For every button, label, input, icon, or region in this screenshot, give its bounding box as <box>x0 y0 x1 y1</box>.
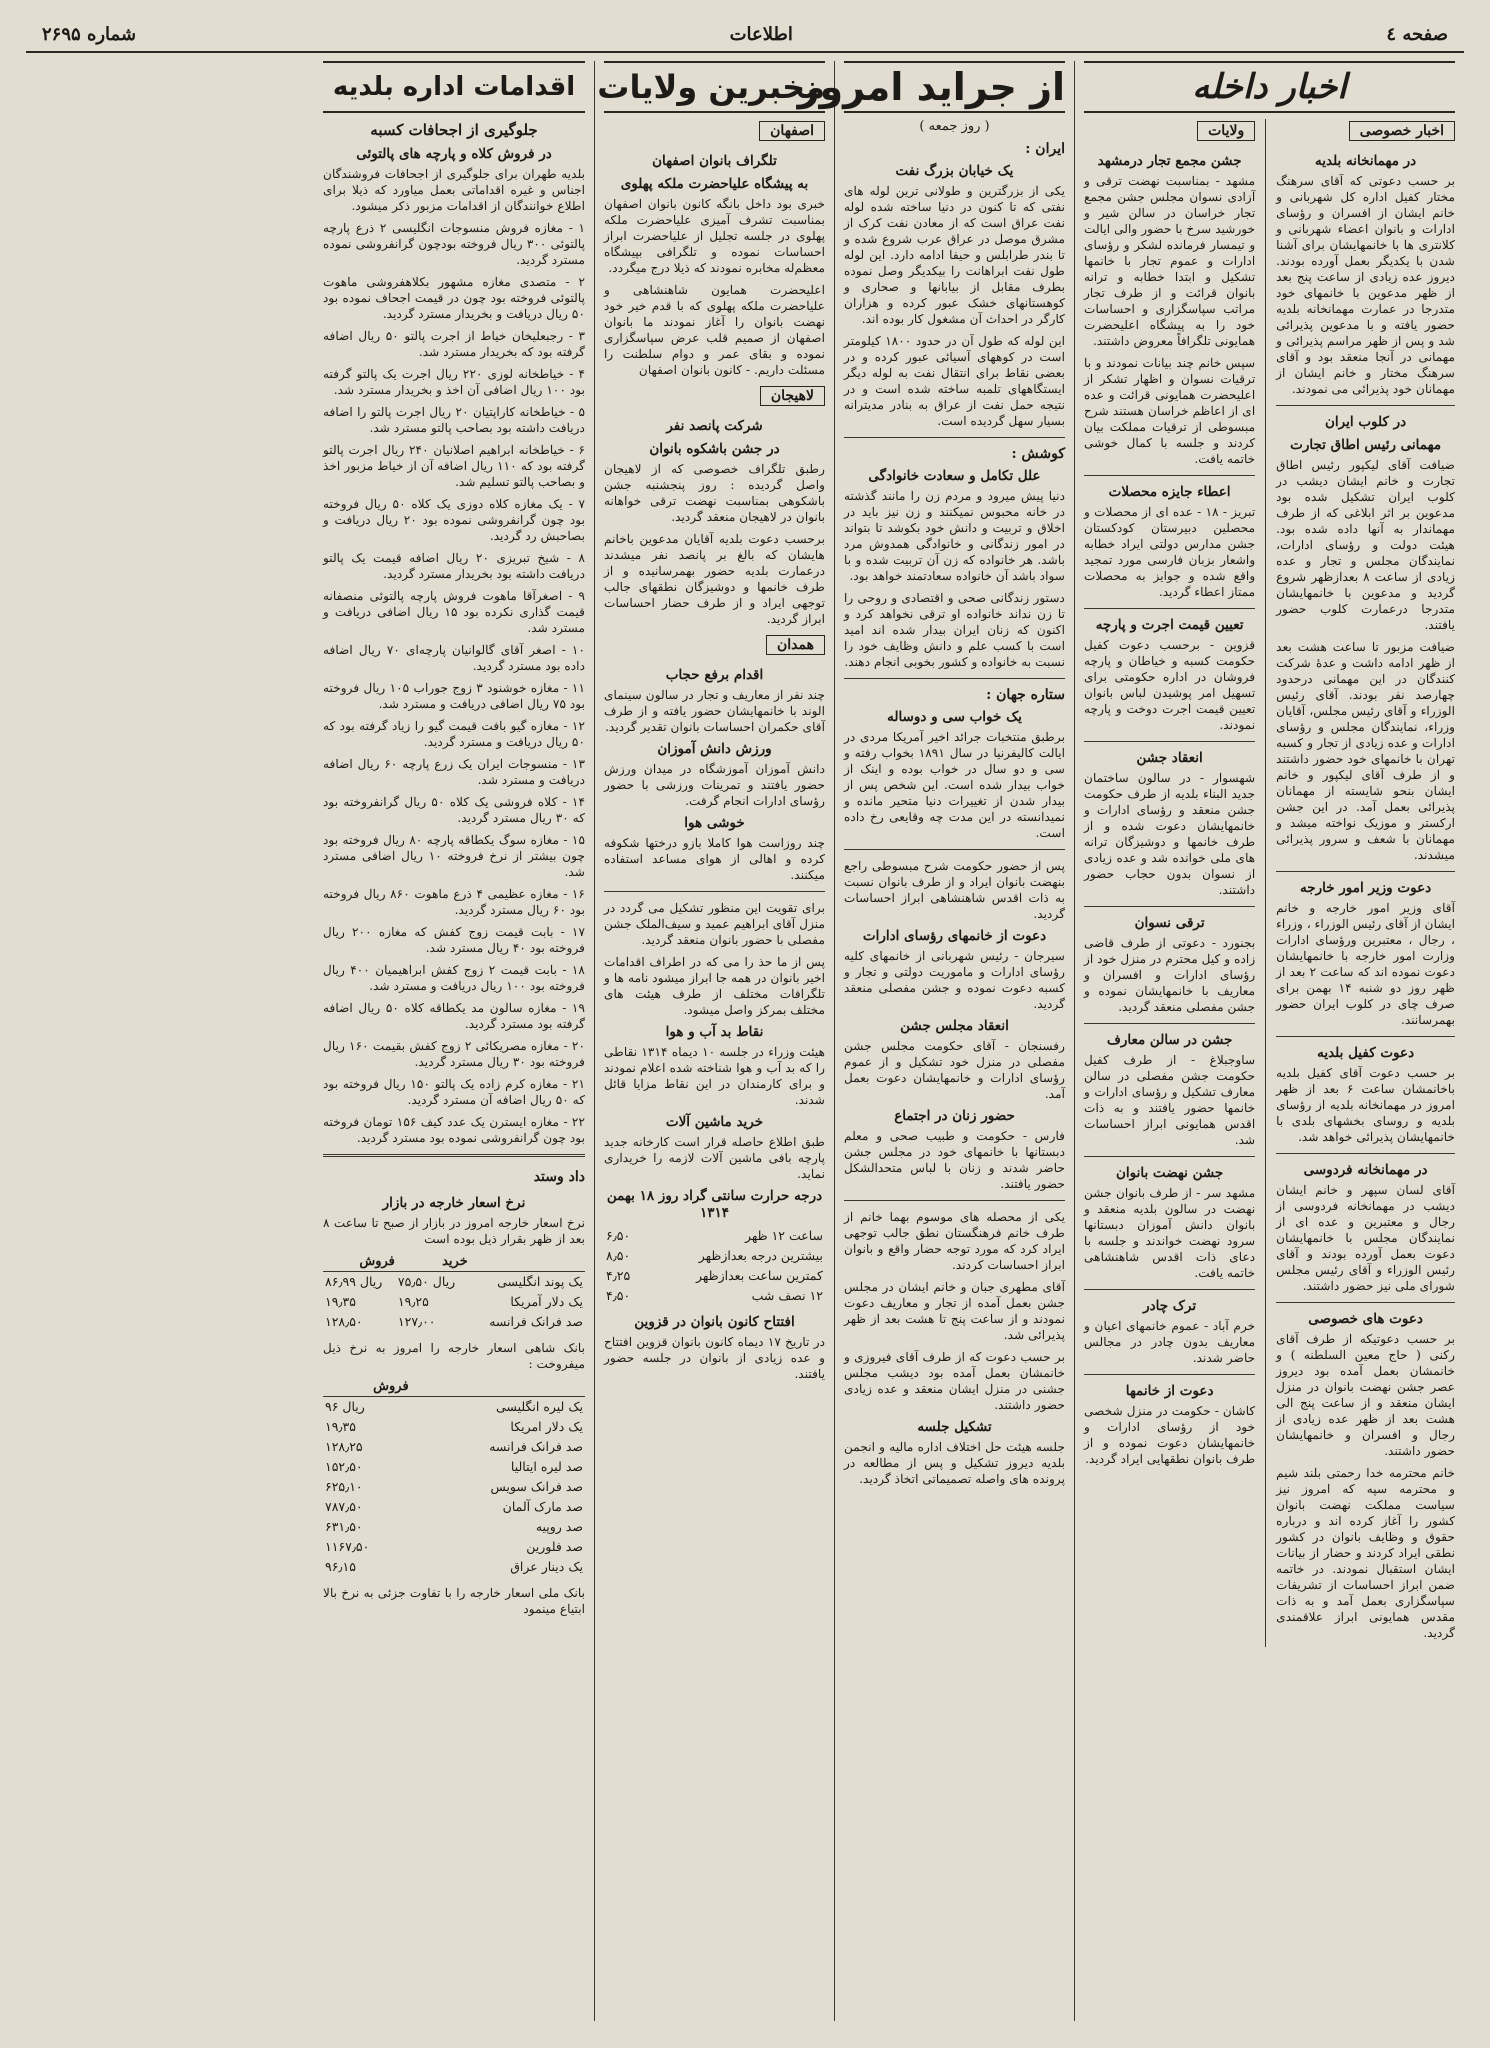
provinces-head: ولایات <box>1197 121 1255 141</box>
municipal-item: ۸ - شیخ تبریزی ۲۰ ریال اضافه قیمت یک پالتو دریافت داشته بود بخریدار مسترد گردید. <box>323 551 586 581</box>
temperature-value: ۶٫۵۰ <box>606 1228 631 1243</box>
rate-name: صد فرانک فرانسه <box>489 1314 583 1329</box>
article-title: دعوت کفیل بلدیه <box>1317 1045 1415 1061</box>
article-body: طبق اطلاع حاصله قرار است کارخانه جدید پارچه بافی ماشین آلات لازمه را خریداری نماید. <box>604 1135 825 1181</box>
temperature-row <box>604 1266 825 1286</box>
bank-rate-row <box>323 1477 585 1497</box>
municipal-item: ۱۹ - مغازه سالون مد یکطاقه کلاه ۵۰ ریال اضافه گرفته بود مسترد گردید. <box>323 1001 586 1031</box>
rate-row <box>323 1292 585 1312</box>
rates-intro: نرخ اسعار خارجه امروز در بازار از صبح تا ساعت ۸ بعد از ظهر بقرار ذیل بوده است <box>323 1216 585 1246</box>
article-title: علل تکامل و سعادت خانوادگی <box>868 468 1041 484</box>
municipal-subtitle: در فروش کلاه و پارچه های پالتوئی <box>356 146 552 162</box>
article-body: بر حسب دعوت که از طرف آقای فیروزی و خانمشان بعمل آمده بود دیشب مجلس جشنی در منزل ایشان منعقد و عده زیادی حضور داشتند. <box>844 1350 1065 1412</box>
municipal-items <box>323 220 585 1146</box>
article-body: یکی از محصله های موسوم بهما خانم از طرف خانم فرهنگستان نطق جالب توجهی ایراد کرد که مورد توجه حضار واقع و بانوان ابراز احساسات کردند. <box>844 1210 1065 1272</box>
article-body: ساوجبلاغ - از طرف کفیل حکومت جشن مفصلی در سالن معارف تشکیل و رؤسای ادارات و خانمها حضور یافتند و به ذات اقدس همایونی ابراز احساسات شد. <box>1084 1053 1256 1147</box>
divider <box>1276 1036 1455 1037</box>
bank-note: بانک شاهی اسعار خارجه را امروز به نرخ ذیل میفروخت : <box>323 1341 585 1371</box>
article-title: خوشی هوا <box>684 815 745 831</box>
article-body: چند روزاست هوا کاملا بازو درختها شکوفه کرده و اهالی از هوای مساعد استفاده میکنند. <box>604 836 825 882</box>
article-title: دعوت از خانمهای رؤسای ادارات <box>862 928 1047 944</box>
municipal-item: ۱۸ - بابت قیمت ۲ زوج کفش ابراهیمیان ۴۰۰ ریال فروخته بود ۱۰۰ ریال دریافت و مسترد شد. <box>323 963 585 993</box>
divider <box>844 437 1065 438</box>
masthead <box>26 18 1464 53</box>
article-title: تلگراف بانوان اصفهان <box>652 153 777 169</box>
bank-rates-col-name <box>410 1378 585 1397</box>
temperature-value: ۴٫۵۰ <box>606 1288 631 1303</box>
divider <box>323 1154 585 1157</box>
temperature-label: کمترین ساعت بعدازظهر <box>696 1268 823 1283</box>
rate-sell: ۸۶٫۹۹ ریال <box>325 1274 383 1289</box>
temperature-title: درجه حرارت سانتی گراد روز ۱۸ بهمن ۱۳۱۴ <box>606 1188 823 1221</box>
article-body: آقای لسان سپهر و خانم ایشان دیشب در مهمانخانه فردوسی از رجال و معتبرین و عده ای از نمایندگان مجلس با خانمهایشان دعوت بعمل آورده بودند و آقای رئیس الوزراء و آقای رئیس مجلس شورای ملی نیز حضور داشتند. <box>1276 1183 1455 1293</box>
rate-row <box>323 1312 585 1332</box>
divider <box>1084 1374 1255 1375</box>
temperature-table <box>604 1226 825 1306</box>
divider <box>604 891 825 892</box>
municipal-item: ۳ - رجبعلیخان خیاط از اجرت پالتو ۵۰ ریال اضافه گرفته بود که بخریدار مسترد شد. <box>323 329 585 359</box>
columns <box>26 61 1464 2021</box>
provinces-news <box>1084 119 1255 1647</box>
rate-buy: ۱۲۷٫۰۰ <box>397 1314 436 1329</box>
article-title: شرکت پانصد نفر <box>666 418 763 434</box>
rates-section-head: داد وستد <box>533 1169 585 1185</box>
bank-rate-value: ۱۹٫۳۵ <box>325 1419 356 1434</box>
divider <box>844 849 1065 850</box>
municipal-item: ۲۱ - مغازه کرم زاده یک پالتو ۱۵۰ ریال فروخته بود که ۵۰ ریال اضافه آن مسترد گردید. <box>323 1077 585 1107</box>
article-subtitle: مهمانی رئیس اطاق تجارت <box>1290 437 1442 453</box>
article-body: رطبق تلگراف خصوصی که از لاهیجان واصل گردیده : روز پنجشنبه جشن باشکوهی بمناسبت نهضت ترقی خواهانه بانوان در لاهیجان منعقد گردید. <box>604 462 825 524</box>
bank-rate-row <box>323 1457 585 1477</box>
article-title: در مهمانخانه بلدیه <box>1314 153 1417 169</box>
bank-rate-name: صد مارک آلمان <box>502 1499 583 1514</box>
source-head: ستاره جهان : <box>986 687 1065 703</box>
article-body: فارس - حکومت و طبیب صحی و معلم دبستانها با خانمهای خود در مجلس جشن حاضر شدند و زنان با لباس متحدالشکل حضور یافتند. <box>844 1129 1065 1191</box>
article-body: برای تقویت این منظور تشکیل می گردد در منزل آقای ابراهیم عمید و سیف‌الملک جشن مفصلی با حضور بانوان منعقد گردید. <box>604 901 825 947</box>
municipal-item: ۱۰ - اصغر آقای گالوانیان پارچه‌ای ۷۰ ریال اضافه داده بود مسترد گردید. <box>323 643 586 673</box>
article-body: در تاریخ ۱۷ دیماه کانون بانوان قزوین افتتاح و عده زیادی از بانوان در جلسه حضور یافتند. <box>604 1335 826 1381</box>
page-number: صفحه ٤ <box>1386 24 1448 45</box>
article-body: تبریز - ۱۸ - عده ای از محصلات و محصلین دبیرستان کودکستان جشن مدارس دولتی ایراد خطابه واشعار بزبان فارسی مورد تمجید واقع شده و جوایز به محصلات ممتاز اعطاء گردید. <box>1084 505 1256 599</box>
article-body: ضیافت مزبور تا ساعت هشت بعد از ظهر ادامه داشت و عدهٔ شرکت کنندگان در این مهمانی درحدود چهارصد نفر بودند. آقای رئیس الوزراء و آقای رئیس مجلس، آقایان وزراء، نمایندگان مجلس و رؤسای ادارات و عده زیادی از تجار و کسبه تهران با خانمهای خود حضور داشتند و از طرف آقای لیکپور و خانم ایشان بنحو شایسته از مهمانان پذیرائی بعمل آمد. در این جشن ارکستر و موزیک نواخته میشد و مهمانان با شعف و سرور پذیرائی میشدند. <box>1276 640 1455 862</box>
press-review-subtitle: ( روز جمعه ) <box>919 119 990 134</box>
divider <box>844 1200 1065 1201</box>
place-head: لاهیجان <box>760 386 825 406</box>
article-body: هیئت وزراء در جلسه ۱۰ دیماه ۱۳۱۴ نقاطی را که بد آب و هوا شناخته شده اعلام نمودند و برای کارمندان در این نقاط مزایا قائل شدند. <box>604 1045 825 1107</box>
article-body: اعلیحضرت همایون شاهنشاهی و علیاحضرت ملکه پهلوی که با قدم خیر خود نهضت بانوان را آغاز نمودند ما بانوان اصفهان از صمیم قلب عرض سپاسگزاری نموده و بقای عمر و دوام سلطنت را مسئلت داریم. - کانون بانوان اصفهان <box>604 283 825 377</box>
temperature-row <box>604 1226 825 1246</box>
municipal-item: ۱۶ - مغازه عظیمی ۴ ذرع ماهوت ۸۶۰ ریال فروخته بود ۶۰ ریال مسترد گردید. <box>323 887 585 917</box>
press-review-column <box>797 61 1074 2021</box>
municipal-item: ۶ - خیاطخانه ابراهیم اصلانیان ۲۴۰ ریال اجرت پالتو گرفته بود که ۱۱۰ ریال اضافه آن از خیاط مزبور اخذ و بصاحب پالتو تسلیم شد. <box>323 443 585 489</box>
bank-rate-row <box>323 1557 585 1577</box>
municipal-item: ۲۰ - مغازه مصریکائی ۲ زوج کفش بقیمت ۱۶۰ ریال فروخته بود ۳۰ ریال مسترد گردید. <box>323 1039 585 1069</box>
article-body: بر حسب دعوتی که آقای سرهنگ مختار کفیل اداره کل شهربانی و خانم ایشان از افسران و رؤسای ادارات و بانوان اعضاء شهربانی و کلانتری ها با خانمهایشان برای آشنا شدن با یکدیگر بعمل آورده بودند. دیروز عده زیادی از ساعت پنج بعد از ظهر مدعوین با خانمهای خود متدرجا در عمارت مهمانخانه بلدیه حضور یافته و با مدعوین پذیرائی شد و پس از ظهر مراسم پذیرائی و مهمانی در آنجا منعقد بود و آقای سرهنگ مختار و خانم ایشان از مهمانان خود پذیرائی می نمودند. <box>1276 174 1455 396</box>
bank-rate-name: صد فرانک فرانسه <box>489 1439 583 1454</box>
bank-rate-value: ۹۶ ریال <box>325 1399 365 1414</box>
article-body: پس از ما حذ را می که در اطراف اقدامات اخیر بانوان در همه جا ابراز میشود نامه ها و تلگرافات مختلف از طرف هیئت های مختلف بمرکز واصل میشود. <box>604 955 825 1017</box>
bank-rate-value: ۱۵۲٫۵۰ <box>325 1459 363 1474</box>
article-body: خرم آباد - عموم خانمهای اعیان و معاریف بدون چادر در مجالس حاضر شدند. <box>1084 1319 1256 1365</box>
divider <box>1084 475 1255 476</box>
municipal-item: ۲ - متصدی مغازه مشهور بکلاهفروشی ماهوت پالتوئی فروخته بود چون در قیمت اجحاف نموده بود ۵۰ ریال دریافت و بخریدار مسترد گردید. <box>323 275 585 321</box>
divider <box>1084 1156 1255 1157</box>
article-title: تعیین قیمت اجرت و پارچه <box>1095 617 1244 633</box>
inner-divider <box>1265 119 1266 1647</box>
rates-title: نرخ اسعار خارجه در بازار <box>382 1195 526 1211</box>
bank-rate-name: صد لیره ایتالیا <box>510 1459 583 1474</box>
municipal-item: ۱۷ - بابت قیمت زوج کفش که مغازه ۲۰۰ ریال فروخته بود ۴۰ ریال مسترد شد. <box>323 925 585 955</box>
bank-rate-row <box>323 1417 585 1437</box>
private-news-head: اخبار خصوصی <box>1349 121 1455 141</box>
article-body: کاشان - حکومت در منزل شخصی خود از رؤسای ادارات و خانمهایشان دعوت نموده و از طرف بانوان نطقهایی ایراد گردید. <box>1084 1404 1256 1466</box>
article-title: ترقی نسوان <box>1134 915 1205 931</box>
bank-rate-value: ۹۶٫۱۵ <box>325 1559 356 1574</box>
article-title: حضور زنان در اجتماع <box>894 1108 1015 1124</box>
article-body: آقای وزیر امور خارجه و خانم ایشان از آقای رئیس الوزراء ، وزراء ، رجال ، معتبرین ورؤسای ادارات وزارت امور خارجه با خانمهایشان دعوت نموده اند که ساعت ۲ بعد از ظهر روز دو شنبه ۱۴ بهمن برای صرف چای در کلوب ایران حضور بهمرسانند. <box>1276 901 1456 1027</box>
article-title: جشن نهضت بانوان <box>1115 1165 1224 1181</box>
rates-col-buy: خرید <box>396 1253 469 1272</box>
bank-rates-table <box>323 1378 585 1577</box>
temperature-value: ۸٫۵۰ <box>606 1248 631 1263</box>
divider <box>1084 741 1255 742</box>
rate-row <box>323 1272 585 1293</box>
bank-rate-value: ۱۲۸٫۲۵ <box>325 1439 363 1454</box>
source-head: کوشش : <box>1011 446 1065 462</box>
bank-rates-col-sell: فروش <box>323 1378 410 1397</box>
private-news <box>1276 119 1455 1647</box>
municipal-item: ۱۲ - مغازه گیو بافت قیمت گیو را زیاد گرفته بود که ۵۰ ریال دریافت و مسترد گردید. <box>323 719 585 749</box>
divider <box>844 678 1065 679</box>
bank-rate-name: یک دینار عراق <box>510 1559 583 1574</box>
article-body: چند نفر از معاریف و تجار در سالون سینمای الوند با خانمهایشان حضور یافته و از طرف آقای حکمران احساسات بانوان تقدیر گردید. <box>604 688 825 734</box>
article-body: دستور زندگانی صحی و اقتصادی و روحی را تا زن نداند خانواده او ترقی نخواهد کرد و اکنون که زنان ایران بیدار شده اند امید است با کسب علم و دانش وظایف خود را نسبت به خانواده و کشور بخوبی انجام دهند. <box>844 591 1065 669</box>
municipal-item: ۱۴ - کلاه فروشی یک کلاه ۵۰ ریال گرانفروخته بود که ۳۰ ریال مسترد گردید. <box>323 795 585 825</box>
bank-rate-name: صد روپیه <box>535 1519 583 1534</box>
article-subtitle: در جشن باشکوه بانوان <box>649 441 780 457</box>
rate-buy: ۷۵٫۵۰ ریال <box>397 1274 456 1289</box>
municipal-item: ۱۱ - مغازه خوشنود ۳ زوج جوراب ۱۰۵ ریال فروخته بود ۷۵ ریال اضافی دریافت و مسترد شد. <box>323 681 586 711</box>
temperature-value: ۴٫۲۵ <box>606 1268 631 1283</box>
correspondents-column <box>594 61 834 2021</box>
rates-col-sell: فروش <box>323 1253 396 1272</box>
article-body: جلسه هیئت حل اختلاف اداره مالیه و انجمن بلدیه دیروز تشکیل و پس از مطالعه در پرونده های واصله تصمیماتی اتخاذ گردید. <box>844 1440 1065 1486</box>
article-body: سیرجان - رئیس شهربانی از خانمهای کلیه رؤسای ادارات و ماموریت دولتی و تجار و کسبه دعوت نموده و جشن مفصلی منعقد گردید. <box>844 949 1065 1011</box>
place-head: همدان <box>766 635 825 655</box>
temperature-row <box>604 1286 825 1306</box>
article-title: دعوت وزیر امور خارجه <box>1300 880 1432 896</box>
divider <box>1084 1023 1255 1024</box>
municipal-item: ۷ - یک مغازه کلاه دوزی یک کلاه ۵۰ ریال فروخته بود چون گرانفروشی نموده بود ۲۰ ریال دریافت و بصاحبش رد گردید. <box>323 497 585 543</box>
divider <box>1276 1302 1455 1303</box>
temperature-label: بیشترین درجه بعدازظهر <box>698 1248 823 1263</box>
municipal-item: ۱ - مغازه فروش منسوجات انگلیسی ۲ ذرع پارچه پالتوئی ۳۰۰ ریال فروخته بودچون گرانفروشی نموده مسترد گردید. <box>323 221 585 267</box>
article-body: این لوله که طول آن در حدود ۱۸۰۰ کیلومتر است در کوههای آسیائی عبور کرده و در بعضی نقاط برای انتقال نفت به لوله دیگر ایستگاههای تلمبه ساخته شده است و در نتیجه حمل نفت از عراق به بنادر مدیترانه بسیار سهل گردیده است. <box>844 334 1065 428</box>
rate-sell: ۱۲۸٫۵۰ <box>325 1314 363 1329</box>
article-body: رفسنجان - آقای حکومت مجلس جشن مفصلی در منزل خود تشکیل و از عموم رؤسای ادارات و خانمهایشان دعوت بعمل آمد. <box>844 1039 1065 1101</box>
temperature-label: ساعت ۱۲ ظهر <box>744 1228 823 1243</box>
article-body: برحسب دعوت بلدیه آقایان مدعوین باخانم هایشان که بالغ بر پانصد نفر میشدند درعمارت بلدیه حضور بهمرسانیده و از طرف خانمها و دوشیزگان نطقهای جالب توجهی ایراد و از طرف حضار احساسات ابراز گردید. <box>604 532 825 626</box>
bank-rate-name: یک دلار امریکا <box>510 1419 583 1434</box>
municipal-column <box>314 61 594 2021</box>
bank-rate-row <box>323 1437 585 1457</box>
article-body: خبری بود داخل بانگه کانون بانوان اصفهان بمناسبت تشرف آمیزی علیاحضرت ملکه پهلوی در جلسه تجلیل از علیاحضرت ابراز احساسات نموده و تلگرافی بپیشگاه معظم‌له مخابره نمودند که ذیلا درج میگردد. <box>604 197 825 275</box>
article-body: مشهد - بمناسبت نهضت ترقی و آزادی نسوان مجلس جشن مجمع تجار خراسان در سالن شیر و خورشید سرخ با حضور والی ایالت و تیمسار فرمانده لشکر و رؤسای ادارات و عموم تجار با خانمها تشکیل و ابتدا خطابه و ترانه بانوان قرائت و از طرف تجار مراتب سپاسگزاری و احساسات خود را به پیشگاه اعلیحضرت همایونی تلگرافاً معروض داشتند. <box>1084 174 1256 348</box>
municipal-intro: بلدیه طهران برای جلوگیری از اجحافات فروشندگان اجناس و غیره اقداماتی بعمل میاورد که ذیلا برای اطلاع خوانندگان از اقدامات مزبور ذکر میشود. <box>323 167 585 213</box>
article-body: دانش آموزان آموزشگاه در میدان ورزش حضور یافتند و تمرینات ورزشی با حضور رؤسای ادارات انجام گرفت. <box>604 762 825 808</box>
article-title: تشکیل جلسه <box>917 1419 992 1435</box>
divider <box>1084 608 1255 609</box>
bank-rate-row <box>323 1537 585 1557</box>
divider <box>1276 1153 1455 1154</box>
bank-rate-value: ۱۱۶۷٫۵۰ <box>325 1539 370 1554</box>
article-title: اعطاء جایزه محصلات <box>1108 484 1231 500</box>
municipal-item: ۲۲ - مغازه ایسترن یک عدد کیف ۱۵۶ تومان فروخته بود چون گرانفروشی نموده بود مسترد گردید. <box>323 1115 586 1145</box>
domestic-news-split <box>1084 119 1455 1647</box>
article-body: دنیا پیش میرود و مردم زن را مانند گذشته در خانه محبوس نمیکنند و زن نیز باید در اخلاق و تربیت و دانش خود بکوشد تا بتواند در امور زندگانی و خانوادگی همدوش مرد باشد. هر خانواده که زن آن تربیت شده و با سواد باشد آن خانواده سعادتمند خواهد بود. <box>844 489 1065 583</box>
article-body: سپس خانم چند بیانات نمودند و با ترقیات نسوان و اظهار تشکر از اعلیحضرت همایونی قرائت و عده ای از اعاظم خراسان هستند شرح مبسوطی از ترقیات مملکت بیان کردند و جلسه با کمال خوشی خاتمه یافت. <box>1084 356 1256 466</box>
bank-rate-row <box>323 1397 585 1418</box>
bank-rate-value: ۷۸۷٫۵۰ <box>325 1499 363 1514</box>
article-title: افتتاح کانون بانوان در قزوین <box>634 1314 795 1330</box>
domestic-news-column <box>1074 61 1464 2021</box>
temperature-row <box>604 1246 825 1266</box>
article-body: خانم محترمه خدا رحمتی بلند شیم و محترمه سپه که امروز نیز سیاست مملکت نهضت بانوان کشور را آغاز کرده اند و درباره حقوق و وظایف بانوان در کشور نطقی ایراد کردند و حضار از بیانات ایشان استقبال نمودند. در خاتمه ضمن ابراز احساسات از تشریفات سپاسگزاری بعمل آمد و به ذات مقدس همایونی ابراز علاقمندی گردید. <box>1276 1466 1455 1640</box>
divider <box>1084 1289 1255 1290</box>
bank-rate-name: صد فلورین <box>526 1539 583 1554</box>
article-title: جشن مجمع تجار درمشهد <box>1097 153 1242 169</box>
place-head: اصفهان <box>759 121 825 141</box>
bank-rate-name: یک لیره انگلیسی <box>496 1399 583 1414</box>
municipal-item: ۵ - خیاطخانه کاراپتیان ۲۰ ریال اجرت پالتو را اضافه دریافت داشته بود بصاحب پالتو مسترد شد. <box>323 405 585 435</box>
divider <box>1084 906 1255 907</box>
article-title: خرید ماشین آلات <box>665 1114 764 1130</box>
rates-section-row <box>323 1165 585 1189</box>
correspondents-banner: مخبرین ولایات <box>604 61 825 113</box>
article-body: آقای مطهری جبان و خانم ایشان در مجلس جشن بعمل آمده از تجار و معاریف دعوت نمودند و از ساعت پنج تا هشت بعد از ظهر پذیرائی شد. <box>844 1280 1065 1342</box>
rates-col-name <box>469 1253 585 1272</box>
press-review-banner: از جراید امروز <box>844 61 1065 113</box>
bank-rate-value: ۶۲۵٫۱۰ <box>325 1479 363 1494</box>
bank-rate-name: صد فرانک سویس <box>490 1479 583 1494</box>
divider <box>1276 871 1455 872</box>
rate-sell: ۱۹٫۳۵ <box>325 1294 356 1309</box>
article-title: اقدام برفع حجاب <box>665 667 764 683</box>
paper-name: اطلاعات <box>729 24 793 45</box>
rates-table <box>323 1253 585 1332</box>
rate-buy: ۱۹٫۲۵ <box>397 1294 429 1309</box>
municipal-item: ۹ - اصغرآقا ماهوت فروش پارچه پالتوئی منصفانه قیمت گذاری نکرده بود ۱۵ ریال اضافی دریافت و مسترد شد. <box>323 589 585 635</box>
bank-rate-row <box>323 1517 585 1537</box>
article-title: جشن در سالن معارف <box>1106 1032 1233 1048</box>
article-title: نقاط بد آب و هوا <box>665 1024 764 1040</box>
municipal-item: ۱۵ - مغازه سوگ یکطاقه پارچه ۸۰ ریال فروخته بود چون بیشتر از نرخ فروخته ۱۰ ریال اضافی مسترد شد. <box>323 833 585 879</box>
article-title: انعقاد جشن <box>1136 750 1203 766</box>
article-body: پس از حضور حکومت شرح مبسوطی راجع بنهضت بانوان ایراد و از طرف بانوان نسبت به ذات اقدس شاهنشاهی ابراز احساسات گردید. <box>844 859 1065 921</box>
article-body: یکی از بزرگترین و طولانی ترین لوله های نفتی که تا کنون در دنیا ساخته شده لوله نفت عراق است که از معادن نفت کرک از مشرق موصل در عراق عرب شروع شده و تا بندر طرابلس و حیفا ادامه دارد. این لوله طول نفت ابراهانت را بیکدیگر وصل نموده بطرف مقابل از بیابانها و صحاری و کوهستانهای خشک عبور کرده و هزاران کارگر در احداث آن مشغول کار بوده اند. <box>844 184 1065 326</box>
article-body: قزوین - برحسب دعوت کفیل حکومت کسبه و خیاطان و پارچه فروشان در اداره حکومتی برای تسهیل امر پوشیدن لباس بانوان تعیین قیمت اجرت دوخت و پارچه نمودند. <box>1084 638 1256 732</box>
article-body: مشهد سر - از طرف بانوان جشن نهضت در سالون بلدیه منعقد و بانوان دانش آموزان دبستانها سرود نهضت خواندند و جلسه با دعای ذات اقدس شاهنشاهی خاتمه یافت. <box>1084 1186 1256 1280</box>
bank-rate-value: ۶۳۱٫۵۰ <box>325 1519 363 1534</box>
article-title: انعقاد مجلس جشن <box>900 1018 1009 1034</box>
article-subtitle: به پیشگاه علیاحضرت ملکه پهلوی <box>620 176 809 192</box>
rate-name: یک پوند انگلیسی <box>497 1274 583 1289</box>
article-body: بر حسب دعوتیکه از طرف آقای رکنی ( حاج معین السلطنه ) و خانمشان بعمل آمده بود دیروز عصر جشن نهضت بانوان در منزل ایشان منعقد و از ساعت پنج الی هشت بعد از ظهر عده زیادی از رجال و افسران و خانمهایشان حضور داشتند. <box>1276 1332 1455 1458</box>
article-title: در مهمانخانه فردوسی <box>1303 1162 1428 1178</box>
municipal-banner: اقدامات اداره بلدیه <box>323 61 585 113</box>
article-title: ترک چادر <box>1143 1298 1197 1314</box>
article-body: شهسوار - در سالون ساختمان جدید البناء بلدیه از طرف حکومت جشن منعقد و رؤسای ادارات و خانمهایشان دعوت شده و از طرف خانمها و دوشیزگان ترانه های ملی خوانده شد و عده زیادی از نسوان بدون حجاب حضور داشتند. <box>1084 771 1256 897</box>
rates-footer: بانک ملی اسعار خارجه را با تفاوت جزئی به نرخ بالا ابتیاع مینمود <box>323 1586 585 1616</box>
issue-number: شماره ۲۶۹۵ <box>42 24 137 45</box>
article-body: بر حسب دعوت آقای کفیل بلدیه باخانمشان ساعت ۶ بعد از ظهر امروز در مهمانخانه بلدیه از رؤسای بلدیه و روسای بخشهای بلدی با خانمهایشان پذیرائی خواهد شد. <box>1276 1066 1455 1144</box>
article-title: در کلوب ایران <box>1325 414 1407 430</box>
domestic-news-banner: اخبار داخله <box>1084 61 1455 113</box>
rate-name: یک دلار آمریکا <box>510 1294 583 1309</box>
municipal-item: ۴ - خیاطخانه لوزی ۲۲۰ ریال اجرت یک پالتو گرفته بود ۱۰۰ ریال اضافی آن اخذ و بخریدار مسترد شد. <box>323 367 585 397</box>
source-head: ایران : <box>1025 141 1065 157</box>
municipal-subtitle: جلوگیری از اجحافات کسبه <box>370 121 538 139</box>
municipal-item: ۱۳ - منسوجات ایران یک زرع پارچه ۶۰ ریال اضافه دریافت و مسترد شد. <box>323 757 586 787</box>
article-title: یک خیابان بزرگ نفت <box>895 163 1014 179</box>
article-title: یک خواب سی و دوساله <box>887 709 1022 725</box>
article-title: دعوت های خصوصی <box>1308 1311 1423 1327</box>
article-body: بجنورد - دعوتی از طرف قاضی زاده و کیل محترم در منزل خود از رؤسای ادارات و افسران و معاریف با خانمهایشان نموده و جشن مفصلی منعقد گردید. <box>1084 936 1256 1014</box>
article-body: ضیافت آقای لیکپور رئیس اطاق تجارت و خانم ایشان دیشب در کلوب ایران تشکیل شده بود مدعوین بر اثر ابلاغی که از طرف مهماندار به آنها داده شده بود. هیئت دولت و رؤسای ادارات، نمایندگان مجلس و تجار و عده زیادی از ساعت ۸ بعدازظهر شروع گردید و مدعوین با خانمهایشان متدرجا درعمارت کلوب حضور یافتند. <box>1276 458 1455 632</box>
article-title: دعوت از خانمها <box>1125 1383 1214 1399</box>
temperature-label: ۱۲ نصف شب <box>751 1288 823 1303</box>
bank-rate-row <box>323 1497 585 1517</box>
divider <box>1276 405 1455 406</box>
article-title: ورزش دانش آموزان <box>657 741 772 757</box>
article-body: برطبق منتخبات جرائد اخیر آمریکا مردی در ایالت کالیفرنیا در سال ۱۸۹۱ بخواب رفته و سی و دو سال در خواب بوده و اینک از خواب بیدار شده است. این شخص پس از بیدار شدن از تغییرات دنیا متحیر مانده و نمیدانسته در این مدت چه وقایعی رخ داده است. <box>844 730 1065 840</box>
